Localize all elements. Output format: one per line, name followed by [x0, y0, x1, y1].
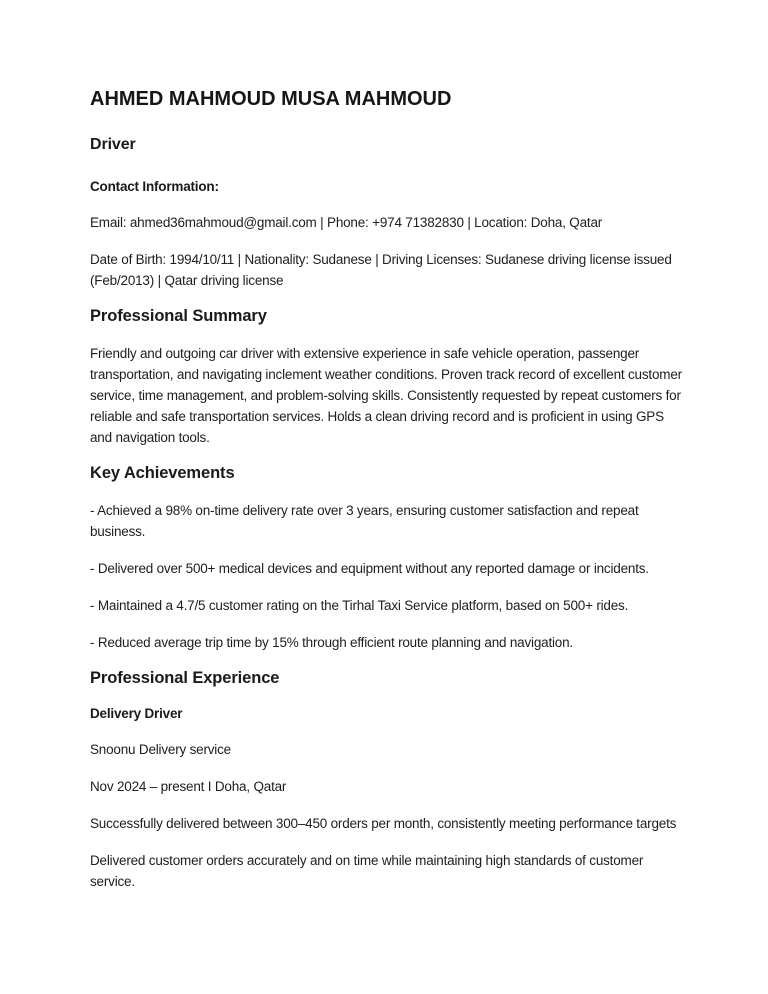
- professional-summary-text: Friendly and outgoing car driver with extensive experience in safe vehicle operation, passenger transportation, and navigating inclement weather conditions. Proven track record of excellent customer service, time management, and problem-solving skills. Consistently requested by repeat customers for reliable and safe transportation services. Holds a clean driving record and is proficient in using GPS and navigation tools.: [90, 346, 682, 445]
- professional-summary-heading: Professional Summary: [90, 307, 267, 325]
- achievement-item: - Delivered over 500+ medical devices and equipment without any reported damage or incidents.: [90, 561, 649, 576]
- resume-document: [90, 88, 686, 892]
- achievement-item: - Maintained a 4.7/5 customer rating on the Tirhal Taxi Service platform, based on 500+ rides.: [90, 598, 629, 613]
- achievement-item: - Reduced average trip time by 15% through efficient route planning and navigation.: [90, 635, 573, 650]
- professional-experience-heading: Professional Experience: [90, 669, 280, 687]
- contact-line-email-phone-location: Email: ahmed36mahmoud@gmail.com | Phone: +974 71382830 | Location: Doha, Qatar: [90, 215, 603, 230]
- experience-date-location: Nov 2024 – present I Doha, Qatar: [90, 779, 287, 794]
- job-title: Driver: [90, 136, 136, 153]
- experience-company: Snoonu Delivery service: [90, 742, 231, 757]
- candidate-name: AHMED MAHMOUD MUSA MAHMOUD: [90, 88, 452, 110]
- experience-role: Delivery Driver: [90, 706, 183, 721]
- contact-information-heading: Contact Information:: [90, 179, 219, 194]
- achievement-item: - Achieved a 98% on-time delivery rate over 3 years, ensuring customer satisfaction and repeat business.: [90, 503, 639, 539]
- experience-bullet: Delivered customer orders accurately and on time while maintaining high standards of customer service.: [90, 853, 644, 889]
- key-achievements-heading: Key Achievements: [90, 464, 235, 482]
- experience-bullet: Successfully delivered between 300–450 orders per month, consistently meeting performance targets: [90, 816, 677, 831]
- contact-line-dob-nationality-licenses: Date of Birth: 1994/10/11 | Nationality: Sudanese | Driving Licenses: Sudanese driving license issued (Feb/2013) | Qatar driving license: [90, 252, 672, 288]
